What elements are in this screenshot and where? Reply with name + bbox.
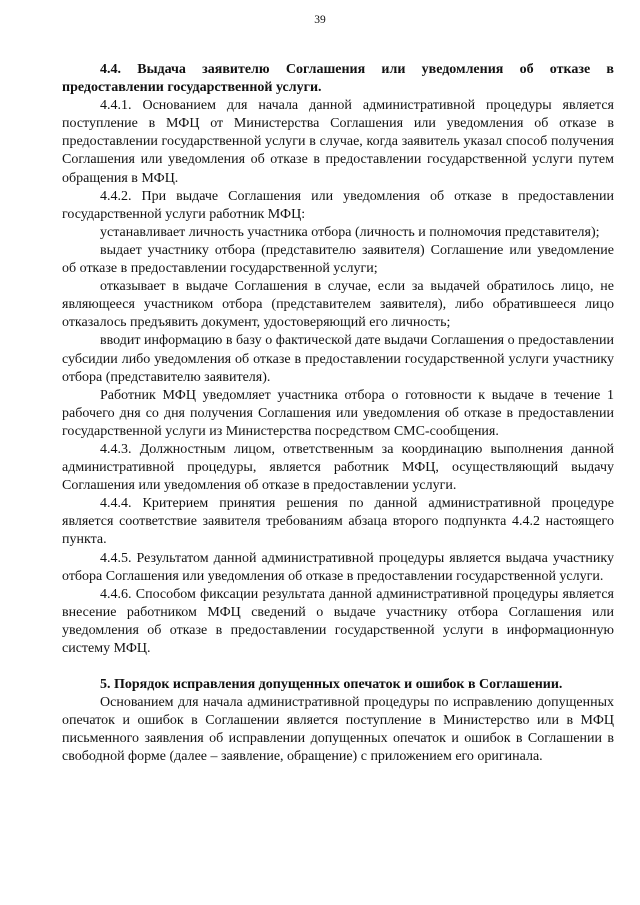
paragraph-4-4-5: 4.4.5. Результатом данной административной процедуры является выдача участнику отбора Соглашения или уведомления об отказе в предоставлении государственной услуги. <box>62 550 614 584</box>
paragraph-establish-identity: устанавливает личность участника отбора (личность и полномочия представителя); <box>100 224 600 240</box>
paragraph-issue-agreement: выдает участнику отбора (представителю заявителя) Соглашение или уведомление об отказе в предоставлении государственной услуги; <box>62 242 614 277</box>
paragraph-4-4-6: 4.4.6. Способом фиксации результата данной административной процедуры является внесение работником МФЦ сведений о выдаче участнику отбора Соглашения или уведомления об отказе в предоставлении государственной услуги в информационную систему МФЦ. <box>62 586 614 656</box>
paragraph-4-4-2: 4.4.2. При выдаче Соглашения или уведомления об отказе в предоставлении государственной услуги работник МФЦ: <box>62 188 614 222</box>
paragraph-enter-info: вводит информацию в базу о фактической дате выдачи Соглашения о предоставлении субсидии либо уведомления об отказе в предоставлении государственной услуги участнику отбора (представителю заявителя). <box>62 333 614 385</box>
paragraph-4-4-1: 4.4.1. Основанием для начала данной административной процедуры является поступление в МФЦ от Министерства Соглашения или уведомления об отказе в предоставлении государственной услуги в случае, когда заявитель указал способ получения Соглашения или уведомления об отказе в предоставлении государственной услуги путем обращения в МФЦ. <box>62 98 614 186</box>
document-body <box>62 61 614 767</box>
paragraph-4-4-3: 4.4.3. Должностным лицом, ответственным за координацию выполнения данной административной процедуры, является работник МФЦ, осуществляющий выдачу Соглашения или уведомления об отказе в предоставлении услуги. <box>62 441 614 494</box>
paragraph-5-basis: Основанием для начала административной процедуры по исправлению допущенных опечаток и ошибок в Соглашении является поступление в Министерство или в МФЦ письменного заявления об исправлении допущенных опечаток и ошибок в Соглашении в свободной форме (далее – заявление, обращение) с приложением его оригинала. <box>62 695 614 765</box>
paragraph-4-4-4: 4.4.4. Критерием принятия решения по данной административной процедуре является соответствие заявителя требованиям абзаца второго подпункта 4.4.2 настоящего пункта. <box>62 496 614 548</box>
section-5-heading: 5. Порядок исправления допущенных опечаток и ошибок в Соглашении. <box>100 677 563 693</box>
page-number: 39 <box>314 14 326 26</box>
paragraph-notify: Работник МФЦ уведомляет участника отбора о готовности к выдаче в течение 1 рабочего дня со дня получения Соглашения или уведомления об отказе в предоставлении государственной услуги из Министерства посредством СМС-сообщения. <box>62 387 614 439</box>
paragraph-refuse-issue: отказывает в выдаче Соглашения в случае, если за выдачей обратилось лицо, не являющееся участником отбора (представителем заявителя), либо обратившееся лицо отказалось предъявить документ, удостоверяющий его личность; <box>62 279 614 331</box>
section-spacer <box>62 658 614 676</box>
section-4-4-heading: 4.4. Выдача заявителю Соглашения или уведомления об отказе в предоставлении государственной услуги. <box>62 62 614 96</box>
